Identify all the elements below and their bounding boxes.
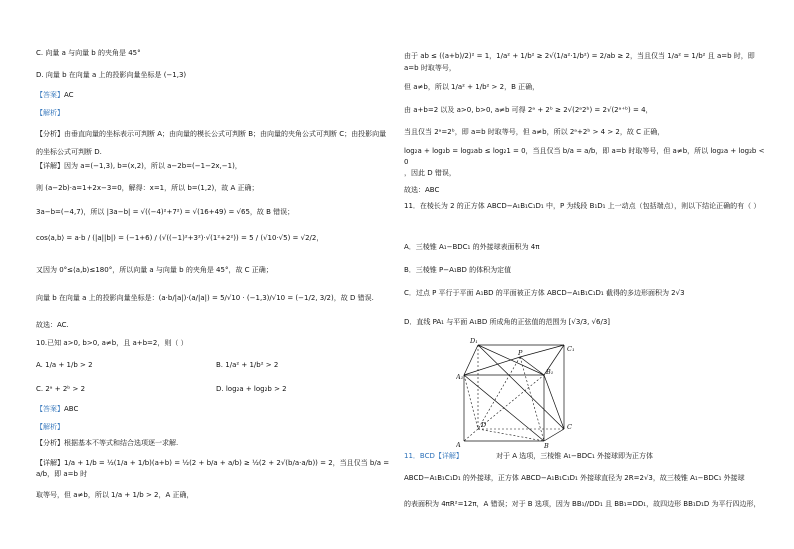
analysis-text: 【分析】由垂直向量的坐标表示可判断 A；由向量的模长公式可判断 B；由向量的夹角公式可判断 C；由投影向量的坐标公式可判断 D. xyxy=(36,130,387,156)
detail-line-6: 向量 b 在向量 a 上的投影向量坐标是：(a·b/|a|)·(a/|a|) = 5/√10 · (−1,3)/√10 = (−1/2, 3/2)，故 D 错误. xyxy=(36,294,374,302)
answer-label: 【答案】 xyxy=(36,405,64,413)
label-b1: B₁ xyxy=(546,368,554,376)
analysis-label: 【解析】 xyxy=(36,109,64,117)
detail-line-1: 【详解】因为 a=(−1,3), b=(x,2)，所以 a−2b=(−1−2x,−1)， xyxy=(36,162,242,170)
detail-line-7: 【详解】1/a + 1/b = ½(1/a + 1/b)(a+b) = ½(2 + b/a + a/b) ≥ ½(2 + 2√(b/a·a/b)) = 2，当且仅当 b/a = a/b，即 a=b 时 xyxy=(36,459,390,478)
option-c: C. 向量 a 与向量 b 的夹角是 45° xyxy=(36,49,141,57)
question-11: 11．在棱长为 2 的正方体 ABCD−A₁B₁C₁D₁ 中，P 为线段 B₁D₁ 上一动点（包括端点），则以下结论正确的有（ ） xyxy=(404,202,761,210)
label-c1: C₁ xyxy=(567,345,575,353)
q10-option-b: B. 1/a² + 1/b² > 2 xyxy=(216,361,279,369)
so-line-1: 故选：AC. xyxy=(36,321,69,329)
cube-diagram xyxy=(456,337,596,449)
r-line-4: 当且仅当 2ᵃ=2ᵇ，即 a=b 时取等号，但 a≠b，所以 2ᵃ+2ᵇ > 4 > 2，故 C 正确， xyxy=(404,128,665,136)
solution-line-c: ABCD−A₁B₁C₁D₁ 的外接球，正方体 ABCD−A₁B₁C₁D₁ 外接球直径为 2R=2√3，故三棱锥 A₁−BDC₁ 外接球 xyxy=(404,474,745,482)
r-line-1: 由于 ab ≤ ((a+b)/2)² = 1，1/a² + 1/b² ≥ 2√(1/a²·1/b²) = 2/ab ≥ 2，当且仅当 1/a² = 1/b² 且 a=b 时，即 a=b 时取等号， xyxy=(404,52,755,72)
label-a: A xyxy=(456,441,461,449)
answer-1 xyxy=(36,91,74,100)
q11-option-d: D．直线 PA₁ 与平面 A₁BD 所成角的正弦值的范围为 [√3/3, √6/3] xyxy=(404,318,611,326)
q10-option-a: A. 1/a + 1/b > 2 xyxy=(36,361,93,369)
answer-value: ABC xyxy=(64,405,79,413)
answer-2 xyxy=(36,405,78,414)
cube-figure xyxy=(456,337,596,449)
option-d: D. 向量 b 在向量 a 上的投影向量坐标是 (−1,3) xyxy=(36,71,187,79)
question-10: 10.已知 a>0, b>0, a≠b，且 a+b=2，则（ ） xyxy=(36,339,188,347)
label-d: D xyxy=(481,421,487,429)
answer-label: 【答案】 xyxy=(36,91,64,99)
so-line-2: 故选：ABC xyxy=(404,186,440,194)
detail-line-8: 取等号，但 a≠b，所以 1/a + 1/b > 2，A 正确， xyxy=(36,491,194,499)
label-d1: D₁ xyxy=(470,337,478,345)
solution-line-d: 的表面积为 4πR²=12π，A 错误；对于 B 选项，因为 BB₁//DD₁ 且 BB₁=DD₁，故四边形 BB₁D₁D 为平行四边形， xyxy=(404,500,761,508)
solution-line-b: 对于 A 选项，三棱锥 A₁−BDC₁ 外接球即为正方体 xyxy=(496,452,654,460)
r-line-3: 由 a+b=2 以及 a>0, b>0, a≠b 可得 2ᵃ + 2ᵇ ≥ 2√(2ᵃ2ᵇ) = 2√(2ᵃ⁺ᵇ) = 4， xyxy=(404,106,653,114)
analysis-text-2: 【分析】根据基本不等式和结合选项逐一求解. xyxy=(36,439,179,447)
label-c: C xyxy=(567,423,572,431)
detail-line-4: cos⟨a,b⟩ = a·b / (|a||b|) = (−1+6) / (√((−1)²+3²)·√(1²+2²)) = 5 / (√10·√5) = √2/2， xyxy=(36,234,324,242)
r-line-5: log₂a + log₂b = log₂ab ≤ log₂1 = 0，当且仅当 b/a = a/b，即 a=b 时取等号，但 a≠b，所以 log₂a + log₂b < 0 xyxy=(404,147,765,166)
detail-line-2: 则 (a−2b)·a=1+2x−3=0，解得：x=1，所以 b=(1,2)，故 A 正确； xyxy=(36,184,259,192)
label-b: B xyxy=(544,442,549,449)
detail-line-5: 又因为 0°≤⟨a,b⟩≤180°，所以向量 a 与向量 b 的夹角是 45°，故 C 正确； xyxy=(36,266,273,274)
detail-line-3: 3a−b=(−4,7)，所以 |3a−b| = √((−4)²+7²) = √(16+49) = √65，故 B 错误； xyxy=(36,208,295,216)
q10-option-c: C. 2ᵃ + 2ᵇ > 2 xyxy=(36,385,86,393)
q11-option-c: C．过点 P 平行于平面 A₁BD 的平面被正方体 ABCD−A₁B₁C₁D₁ 截得的多边形面积为 2√3 xyxy=(404,289,685,297)
analysis-label-2: 【解析】 xyxy=(36,423,64,431)
r-line-6: ，因此 D 错误， xyxy=(404,169,456,177)
r-line-2: 但 a≠b，所以 1/a² + 1/b² > 2，B 正确， xyxy=(404,83,540,91)
label-p: P xyxy=(518,349,523,357)
label-a1: A₁ xyxy=(456,373,464,381)
solution-tag: 11．BCD【详解】 xyxy=(404,452,463,460)
q10-option-d: D. log₂a + log₂b > 2 xyxy=(216,385,287,393)
q11-option-b: B．三棱锥 P−A₁BD 的体积为定值 xyxy=(404,266,512,274)
q11-option-a: A．三棱锥 A₁−BDC₁ 的外接球表面积为 4π xyxy=(404,243,540,251)
solution-line-a xyxy=(404,452,463,461)
answer-value: AC xyxy=(64,91,74,99)
